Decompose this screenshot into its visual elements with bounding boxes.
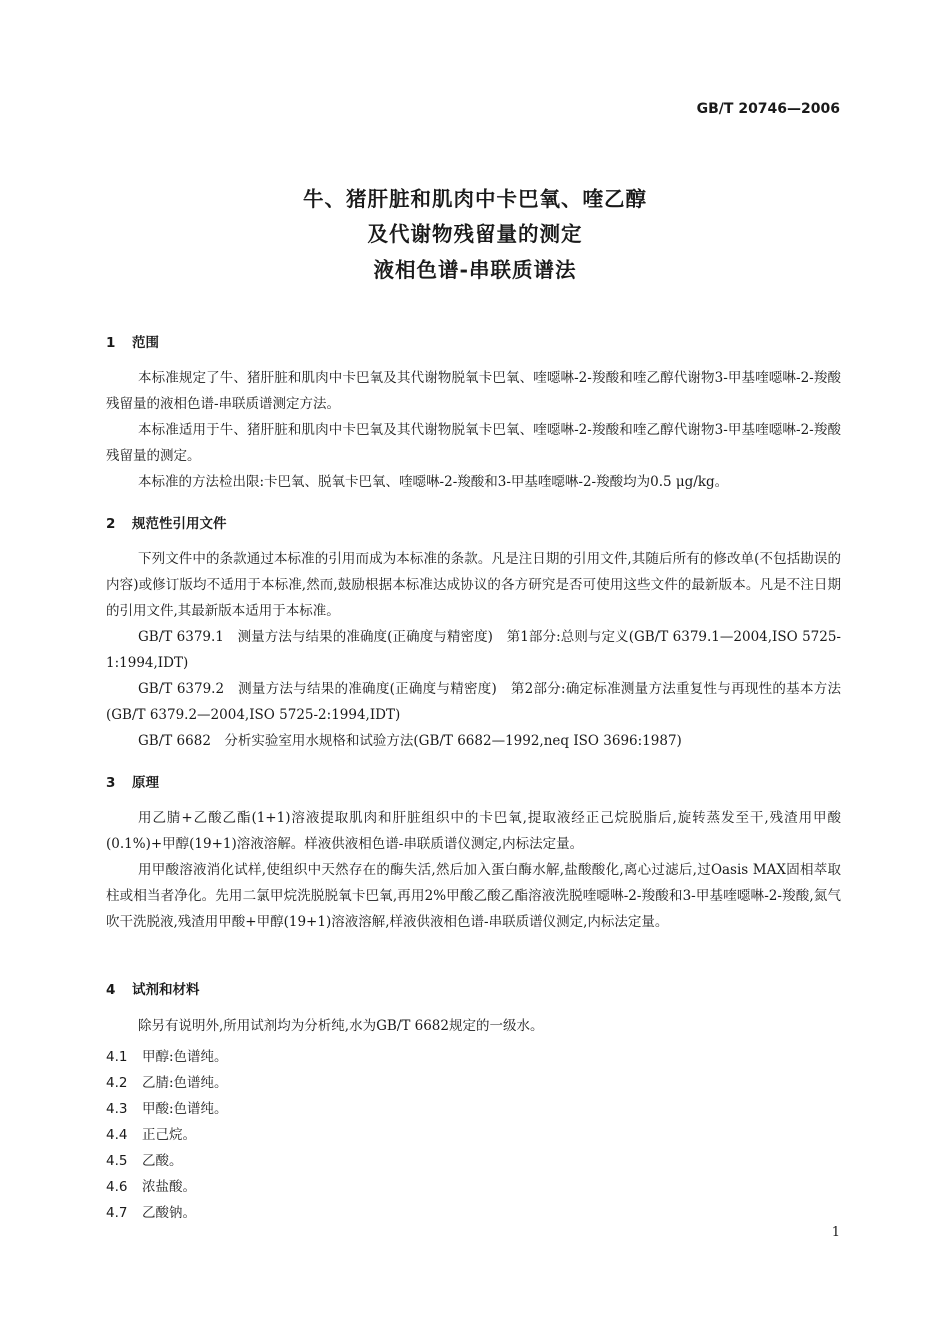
- list-item: [106, 1045, 228, 1065]
- list-item: [106, 1149, 183, 1169]
- item-text: 乙腈:色谱纯。: [142, 1075, 228, 1091]
- section-4-heading: [106, 978, 200, 998]
- section-1-heading: [106, 331, 159, 351]
- list-item: [106, 1071, 228, 1091]
- item-text: 乙酸。: [142, 1153, 183, 1169]
- item-number: 4.6: [106, 1179, 128, 1195]
- item-text: 正己烷。: [142, 1127, 196, 1143]
- item-text: 浓盐酸。: [142, 1179, 196, 1195]
- item-number: 4.2: [106, 1075, 128, 1091]
- paragraph: 用乙腈+乙酸乙酯(1+1)溶液提取肌肉和肝脏组织中的卡巴氧,提取液经正己烷脱脂后,旋转蒸发至干,残渣用甲酸(0.1%)+甲醇(19+1)溶液溶解。样液供液相色谱-串联质谱仪测定,内标法定量。: [106, 810, 841, 852]
- list-item: [106, 1175, 196, 1195]
- title-line-3: 液相色谱-串联质谱法: [373, 258, 577, 282]
- section-title: 规范性引用文件: [132, 516, 227, 532]
- item-text: 甲酸:色谱纯。: [142, 1101, 228, 1117]
- title-line-2: 及代谢物残留量的测定: [367, 222, 583, 246]
- paragraph: 本标准的方法检出限:卡巴氧、脱氧卡巴氧、喹噁啉-2-羧酸和3-甲基喹噁啉-2-羧酸均为0.5 μg/kg。: [138, 474, 729, 490]
- section-2-heading: [106, 512, 227, 532]
- list-item: [106, 1097, 228, 1117]
- item-number: 4.4: [106, 1127, 128, 1143]
- reference-item: GB/T 6682 分析实验室用水规格和试验方法(GB/T 6682—1992,neq ISO 3696:1987): [138, 733, 682, 749]
- section-title: 试剂和材料: [132, 982, 200, 998]
- section-title: 原理: [132, 775, 159, 791]
- section-title: 范围: [132, 335, 159, 351]
- item-number: 4.3: [106, 1101, 128, 1117]
- list-item: [106, 1123, 196, 1143]
- paragraph: 本标准适用于牛、猪肝脏和肌肉中卡巴氧及其代谢物脱氧卡巴氧、喹噁啉-2-羧酸和喹乙醇代谢物3-甲基喹噁啉-2-羧酸残留量的测定。: [106, 422, 841, 464]
- title-line-1: 牛、猪肝脏和肌肉中卡巴氧、喹乙醇: [303, 187, 647, 211]
- paragraph: 下列文件中的条款通过本标准的引用而成为本标准的条款。凡是注日期的引用文件,其随后所有的修改单(不包括勘误的内容)或修订版均不适用于本标准,然而,鼓励根据本标准达成协议的各方研究是否可使用这些文件的最新版本。凡是不注日期的引用文件,其最新版本适用于本标准。: [106, 551, 841, 619]
- reference-item: GB/T 6379.1 测量方法与结果的准确度(正确度与精密度) 第1部分:总则与定义(GB/T 6379.1—2004,ISO 5725-1:1994,IDT): [106, 629, 841, 671]
- section-number: 4: [106, 982, 116, 998]
- paragraph: 除另有说明外,所用试剂均为分析纯,水为GB/T 6682规定的一级水。: [138, 1018, 544, 1034]
- paragraph: 本标准规定了牛、猪肝脏和肌肉中卡巴氧及其代谢物脱氧卡巴氧、喹噁啉-2-羧酸和喹乙醇代谢物3-甲基喹噁啉-2-羧酸残留量的液相色谱-串联质谱测定方法。: [106, 370, 841, 412]
- item-number: 4.5: [106, 1153, 128, 1169]
- item-number: 4.7: [106, 1205, 128, 1221]
- section-number: 1: [106, 335, 116, 351]
- section-number: 3: [106, 775, 116, 791]
- item-number: 4.1: [106, 1049, 128, 1065]
- reference-item: GB/T 6379.2 测量方法与结果的准确度(正确度与精密度) 第2部分:确定标准测量方法重复性与再现性的基本方法(GB/T 6379.2—2004,ISO 5725-2:1994,IDT): [106, 681, 841, 723]
- item-text: 甲醇:色谱纯。: [142, 1049, 228, 1065]
- paragraph: 用甲酸溶液消化试样,使组织中天然存在的酶失活,然后加入蛋白酶水解,盐酸酸化,离心过滤后,过Oasis MAX固相萃取柱或相当者净化。先用二氯甲烷洗脱脱氧卡巴氧,再用2%甲酸乙酸乙酯溶液洗脱喹噁啉-2-羧酸和3-甲基喹噁啉-2-羧酸,氮气吹干洗脱液,残渣用甲酸+甲醇(19+1)溶液溶解,样液供液相色谱-串联质谱仪测定,内标法定量。: [106, 862, 841, 930]
- list-item: [106, 1201, 196, 1221]
- item-text: 乙酸钠。: [142, 1205, 196, 1221]
- page-number: 1: [831, 1225, 840, 1240]
- section-number: 2: [106, 516, 116, 532]
- standard-number: GB/T 20746—2006: [696, 101, 840, 117]
- section-3-heading: [106, 771, 159, 791]
